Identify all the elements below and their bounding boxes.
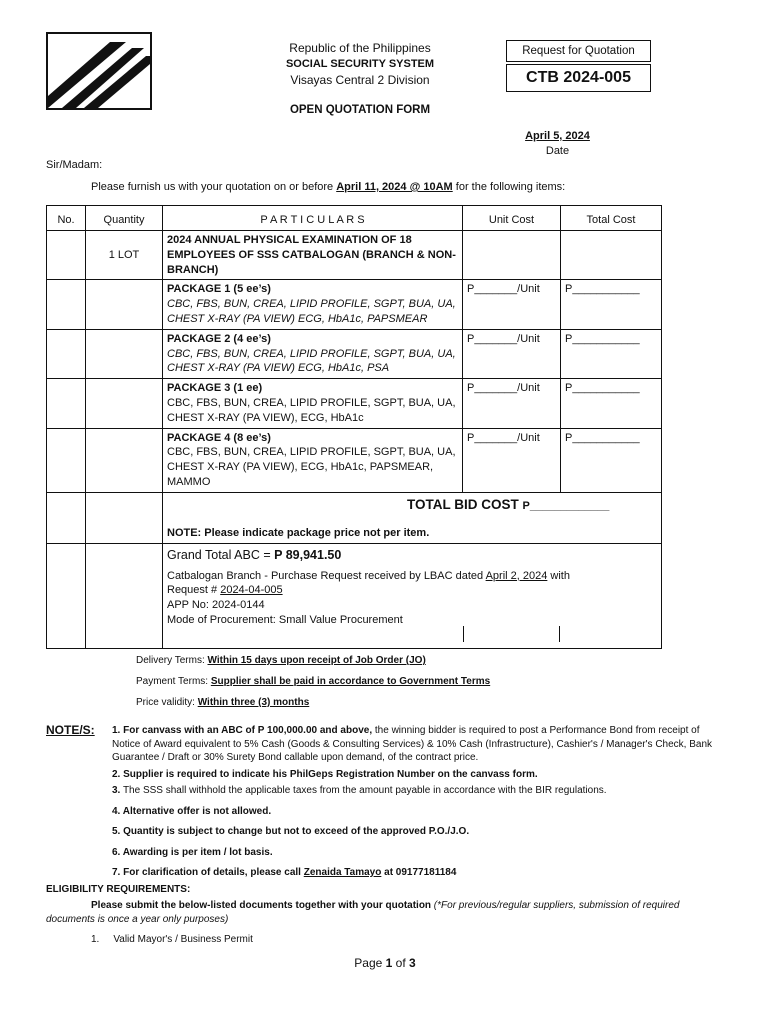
col-particulars: P A R T I C U L A R S — [163, 206, 463, 231]
table-note: NOTE: Please indicate package price not per item. — [167, 526, 430, 539]
note-1-rest: the winning bidder is required to post a Performance Bond from receipt of Notice of Award equivalent to 5% Cash (Goods & Consulting Services) & 10% Cash (Infrastructure), Cashier's / Manager's Check, Bank Guarantee / Draft or 30% Surety Bond callable upon demand, of the contract price. — [112, 725, 713, 763]
table-row — [47, 280, 662, 329]
package-desc: CBC, FBS, BUN, CREA, LIPID PROFILE, SGPT, BUA, UA, CHEST X-RAY (PA VIEW), ECG, HbA1c, PAPSMEAR, MAMMO — [167, 446, 456, 488]
pr-before: Catbalogan Branch - Purchase Request received by LBAC dated — [167, 569, 486, 582]
unit-cost-blank[interactable]: P_______/Unit — [463, 428, 561, 492]
eligibility-intro — [46, 899, 726, 927]
purchase-request-line — [167, 569, 657, 584]
cell — [463, 231, 561, 280]
table-row — [47, 543, 662, 648]
payment-terms — [136, 676, 490, 687]
header-line3: Visayas Central 2 Division — [290, 73, 430, 87]
package-title: PACKAGE 4 (8 ee’s) — [167, 431, 271, 444]
note-7-before: 7. For clarification of details, please call — [112, 867, 304, 878]
intro-after: for the following items: — [452, 181, 566, 193]
procurement-mode: Mode of Procurement: Small Value Procurement — [167, 613, 403, 626]
logo-stripes-icon — [48, 34, 150, 108]
cell — [47, 280, 86, 329]
package-title: PACKAGE 2 (4 ee’s) — [167, 332, 271, 345]
request-number: 2024-04-005 — [220, 584, 283, 597]
package-desc: CBC, FBS, BUN, CREA, LIPID PROFILE, SGPT, BUA, UA, CHEST X-RAY (PA VIEW), ECG, HbA1c — [167, 396, 456, 424]
validity-label: Price validity: — [136, 697, 198, 708]
abc-value: P 89,941.50 — [274, 547, 342, 562]
note-7 — [112, 866, 727, 880]
total-cost-blank[interactable]: P___________ — [561, 329, 662, 378]
cell — [47, 379, 86, 428]
col-no: No. — [47, 206, 86, 231]
table-row — [47, 329, 662, 378]
delivery-value: Within 15 days upon receipt of Job Order (JO) — [207, 655, 426, 666]
date-value: April 5, 2024 — [525, 130, 590, 142]
package-title: PACKAGE 1 (5 ee’s) — [167, 283, 271, 296]
unit-cost-blank[interactable]: P_______/Unit — [463, 280, 561, 329]
requirement-text: Valid Mayor's / Business Permit — [113, 934, 253, 945]
notes-list — [112, 724, 727, 880]
pr-after: with — [547, 569, 570, 582]
request-label: Request # — [167, 584, 221, 597]
cell — [86, 492, 163, 543]
total-cost-blank[interactable]: P___________ — [561, 428, 662, 492]
package-4 — [163, 428, 463, 492]
delivery-terms — [136, 655, 426, 666]
package-desc: CBC, FBS, BUN, CREA, LIPID PROFILE, SGPT, BUA, UA, CHEST X-RAY (PA VIEW) ECG, HbA1c, PAPSMEAR — [167, 298, 456, 325]
abc-label: Grand Total ABC = — [167, 547, 275, 562]
delivery-label: Delivery Terms: — [136, 655, 208, 666]
package-3 — [163, 379, 463, 428]
cell — [47, 492, 86, 543]
package-title: PACKAGE 3 (1 ee) — [167, 382, 263, 395]
request-number-line — [167, 583, 657, 598]
eligibility-intro-bold: Please submit the below-listed documents together with your quotation — [91, 900, 432, 911]
eligibility-title: ELIGIBILITY REQUIREMENTS: — [46, 884, 191, 895]
salutation: Sir/Madam: — [46, 159, 103, 171]
table-row — [47, 379, 662, 428]
package-1 — [163, 280, 463, 329]
date-label: Date — [545, 145, 570, 157]
rfq-label: Request for Quotation — [506, 40, 651, 62]
package-2 — [163, 329, 463, 378]
table-row — [47, 492, 662, 543]
table-header-row — [47, 206, 662, 231]
total-cost-blank[interactable]: P___________ — [561, 280, 662, 329]
package-desc: CBC, FBS, BUN, CREA, LIPID PROFILE, SGPT, BUA, UA, CHEST X-RAY (PA VIEW) ECG, HbA1c, PSA — [167, 347, 456, 375]
total-bid-label: TOTAL BID COST — [407, 496, 519, 512]
page-number — [300, 956, 470, 970]
abc-cell — [163, 543, 662, 648]
agency-header — [250, 40, 470, 88]
unit-cost-blank[interactable]: P_______/Unit — [463, 329, 561, 378]
contact-name: Zenaida Tamayo — [303, 867, 382, 878]
pr-date: April 2, 2024 — [485, 569, 548, 582]
unit-cost-blank[interactable]: P_______/Unit — [463, 379, 561, 428]
intro-text — [91, 181, 565, 193]
deadline: April 11, 2024 @ 10AM — [336, 181, 453, 193]
table-row — [47, 231, 662, 280]
tick-mark — [463, 626, 464, 642]
cell — [86, 329, 163, 378]
total-bid-blank[interactable]: P_____________ — [522, 499, 610, 512]
validity-value: Within three (3) months — [197, 697, 310, 708]
total-bid — [167, 495, 657, 514]
cell — [86, 428, 163, 492]
quantity-cell: 1 LOT — [86, 231, 163, 280]
form-title: OPEN QUOTATION FORM — [289, 104, 431, 116]
rfq-number: CTB 2024-005 — [506, 64, 651, 92]
col-total-cost: Total Cost — [561, 206, 662, 231]
note-4: 4. Alternative offer is not allowed. — [112, 805, 272, 817]
col-quantity: Quantity — [86, 206, 163, 231]
note-1-bold: 1. For canvass with an ABC of P 100,000.00 and above, — [112, 725, 373, 736]
total-bid-cell — [163, 492, 662, 543]
requirement-number: 1. — [91, 934, 100, 945]
page-total: 3 — [409, 956, 416, 970]
total-cost-blank[interactable]: P___________ — [561, 379, 662, 428]
cell — [47, 231, 86, 280]
note-7-after: at 09177181184 — [381, 867, 457, 878]
item-title: 2024 ANNUAL PHYSICAL EXAMINATION OF 18 EMPLOYEES OF SSS CATBALOGAN (BRANCH & NON-BRANCH) — [163, 231, 463, 280]
price-validity — [136, 697, 309, 708]
app-number: APP No: 2024-0144 — [167, 599, 265, 612]
intro-before: Please furnish us with your quotation on or before — [91, 181, 337, 193]
cell — [47, 543, 86, 648]
cell — [86, 379, 163, 428]
note-2: 2. Supplier is required to indicate his PhilGeps Registration Number on the canvass form. — [112, 768, 538, 780]
tick-mark — [559, 626, 560, 642]
note-5: 5. Quantity is subject to change but not to exceed of the approved P.O./J.O. — [112, 826, 470, 837]
page-word: Page — [354, 956, 386, 970]
table-row — [47, 428, 662, 492]
col-unit-cost: Unit Cost — [463, 206, 561, 231]
cell — [561, 231, 662, 280]
payment-label: Payment Terms: — [136, 676, 211, 687]
note-3 — [112, 784, 727, 798]
cell — [47, 428, 86, 492]
page-current: 1 — [385, 956, 393, 970]
eligibility-intro-italic: (*For previous/regular suppliers, submission of required documents is once a year only purposes) — [46, 900, 680, 925]
cell — [47, 329, 86, 378]
items-table — [46, 205, 662, 649]
sss-logo — [46, 32, 152, 110]
note-3-num: 3. — [112, 785, 121, 796]
header-line1: Republic of the Philippines — [289, 41, 431, 55]
notes-label: NOTE/S: — [46, 723, 95, 737]
grand-total-abc — [167, 548, 657, 563]
note-3-rest: The SSS shall withhold the applicable taxes from the amount payable in accordance with the BIR regulations. — [120, 785, 607, 796]
header-line2: SOCIAL SECURITY SYSTEM — [285, 58, 435, 70]
cell — [86, 280, 163, 329]
of-word: of — [392, 956, 410, 970]
cell — [86, 543, 163, 648]
requirement-1 — [91, 934, 253, 945]
note-1 — [112, 724, 727, 765]
note-6: 6. Awarding is per item / lot basis. — [112, 846, 273, 858]
payment-value: Supplier shall be paid in accordance to Government Terms — [210, 676, 491, 687]
